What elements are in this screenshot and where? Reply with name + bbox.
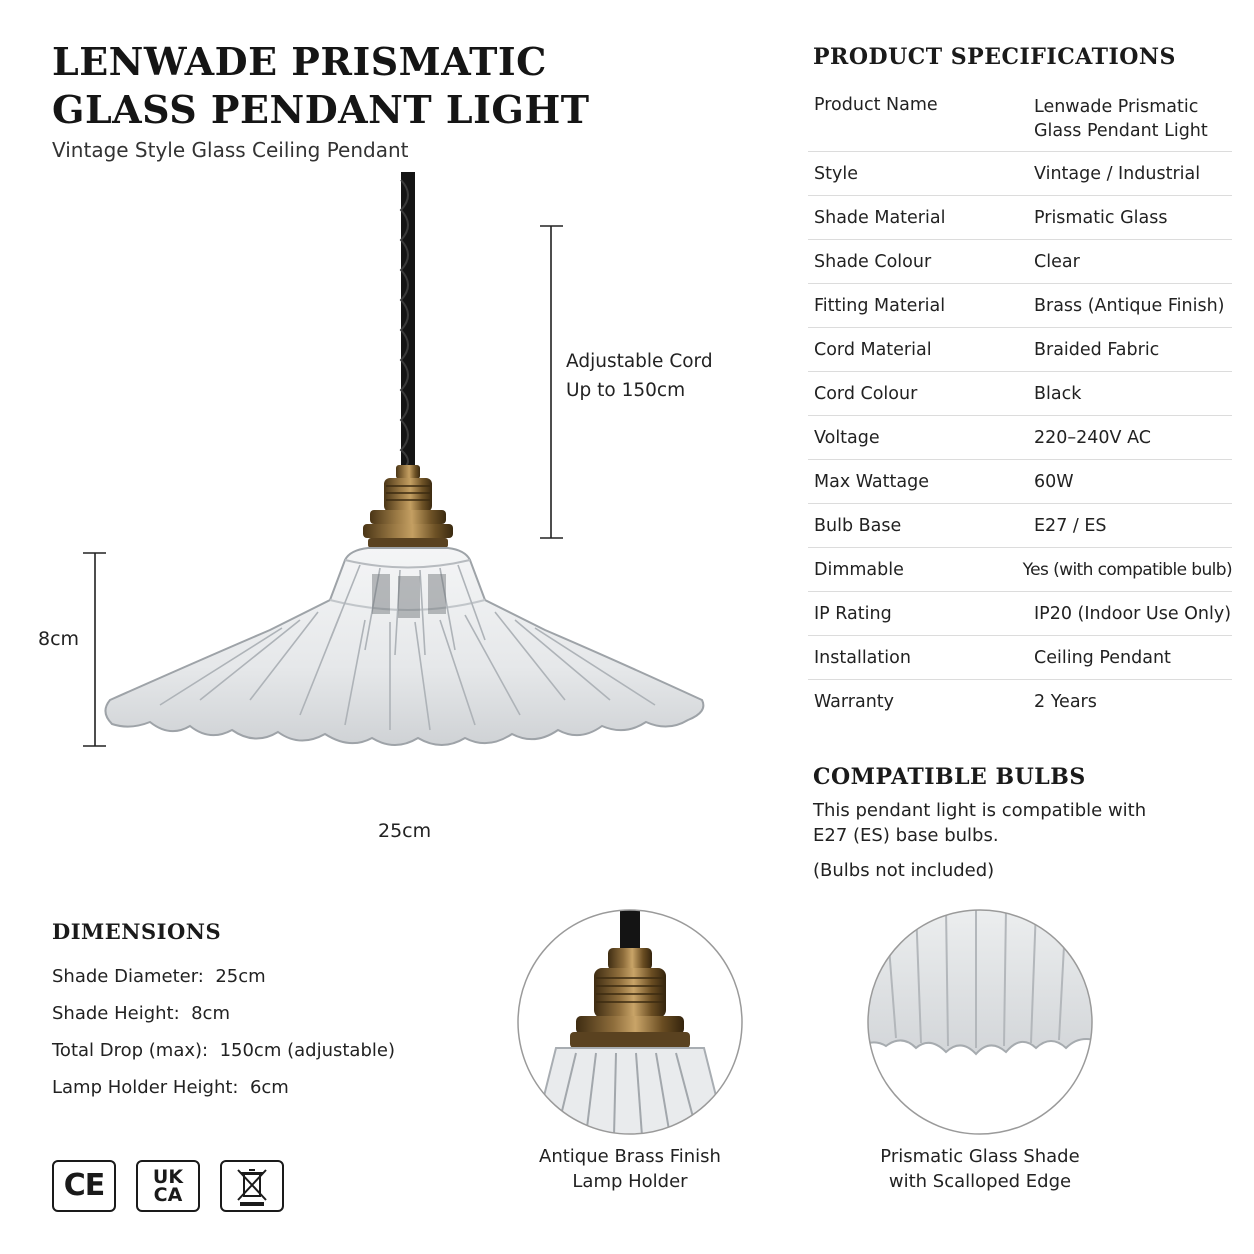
cord-length-marker	[540, 226, 563, 538]
lamp-holder-detail-image	[516, 908, 744, 1136]
spec-value: Prismatic Glass	[1034, 207, 1168, 228]
ce-mark-text: CE	[63, 1168, 105, 1203]
prismatic-glass-shade	[105, 548, 703, 745]
spec-value: E27 / ES	[1034, 515, 1107, 536]
spec-value: Ceiling Pendant	[1034, 647, 1171, 668]
compatible-bulbs-line2: E27 (ES) base bulbs.	[813, 825, 999, 846]
product-title-line2: GLASS PENDANT LIGHT	[52, 87, 590, 132]
cord-length-label	[566, 347, 713, 405]
spec-label: Max Wattage	[814, 471, 929, 492]
glass-shade-detail-image	[866, 908, 1094, 1136]
spec-row-shade-colour	[808, 240, 1232, 284]
cord-label-line2: Up to 150cm	[566, 380, 686, 401]
spec-value: Brass (Antique Finish)	[1034, 295, 1225, 316]
spec-row-installation	[808, 636, 1232, 680]
spec-value: IP20 (Indoor Use Only)	[1034, 603, 1232, 624]
spec-row-style	[808, 152, 1232, 196]
spec-value: Yes (with compatible bulb)	[1022, 559, 1232, 580]
ukca-line2: CA	[153, 1184, 183, 1206]
dimension-label: Shade Height:	[52, 1003, 180, 1024]
spec-row-cord-colour	[808, 372, 1232, 416]
product-title-line1: LENWADE PRISMATIC	[52, 39, 547, 84]
dimension-total-drop	[52, 1040, 395, 1061]
weee-bin-icon	[220, 1160, 284, 1212]
spec-row-warranty	[808, 680, 1232, 724]
shade-diameter-label: 25cm	[378, 820, 432, 842]
spec-value: 2 Years	[1034, 692, 1097, 712]
lamp-holder-caption-line2: Lamp Holder	[572, 1171, 688, 1192]
spec-row-product-name	[808, 84, 1232, 152]
spec-value: Clear	[1034, 251, 1080, 272]
spec-label: Cord Material	[814, 339, 932, 360]
spec-label: Voltage	[814, 427, 880, 448]
dimension-shade-diameter	[52, 966, 266, 987]
dimension-value: 8cm	[191, 1003, 230, 1024]
spec-label: Dimmable	[814, 559, 904, 580]
spec-row-max-wattage	[808, 460, 1232, 504]
lamp-holder-caption	[516, 1144, 744, 1194]
pendant-light-illustration	[0, 160, 780, 780]
braided-cord	[401, 172, 415, 470]
dimension-lamp-holder-height	[52, 1077, 289, 1098]
spec-value: 60W	[1034, 471, 1074, 492]
spec-label: Bulb Base	[814, 515, 902, 536]
product-subtitle: Vintage Style Glass Ceiling Pendant	[52, 138, 409, 162]
spec-label: Warranty	[814, 692, 895, 712]
spec-value	[1034, 95, 1232, 143]
product-title	[52, 38, 612, 134]
dimension-label: Shade Diameter:	[52, 966, 204, 987]
brass-lamp-holder	[363, 465, 453, 548]
dimension-value: 25cm	[215, 966, 266, 987]
shade-height-marker	[83, 553, 106, 746]
spec-row-ip-rating	[808, 592, 1232, 636]
compatible-bulbs-text	[813, 798, 1213, 848]
spec-label: Fitting Material	[814, 295, 946, 316]
glass-shade-caption-line2: with Scalloped Edge	[888, 1171, 1072, 1192]
glass-shade-caption-line1: Prismatic Glass Shade	[880, 1146, 1080, 1167]
ukca-mark-text	[138, 1162, 198, 1204]
ukca-line1: UK	[152, 1166, 184, 1188]
spec-label: Shade Material	[814, 207, 946, 228]
specifications-heading: PRODUCT SPECIFICATIONS	[813, 44, 1176, 70]
spec-value-line2: Glass Pendant Light	[1034, 121, 1208, 141]
spec-label: Shade Colour	[814, 251, 932, 272]
spec-row-dimmable	[808, 548, 1232, 592]
bulbs-not-included-note: (Bulbs not included)	[813, 860, 995, 881]
spec-value: Braided Fabric	[1034, 339, 1160, 360]
ukca-mark-icon	[136, 1160, 200, 1212]
dimension-value: 150cm (adjustable)	[219, 1040, 395, 1061]
dimension-label: Lamp Holder Height:	[52, 1077, 239, 1098]
lamp-holder-caption-line1: Antique Brass Finish	[539, 1146, 721, 1167]
specifications-table	[808, 84, 1232, 724]
cord-label-line1: Adjustable Cord	[566, 351, 713, 372]
spec-row-shade-material	[808, 196, 1232, 240]
spec-row-fitting-material	[808, 284, 1232, 328]
spec-value: 220–240V AC	[1034, 427, 1151, 448]
compatible-bulbs-heading: COMPATIBLE BULBS	[813, 764, 1086, 790]
weee-bin-graphic	[222, 1162, 282, 1210]
glass-shade-caption	[866, 1144, 1094, 1194]
dimensions-heading: DIMENSIONS	[52, 919, 222, 944]
dimension-shade-height	[52, 1003, 230, 1024]
spec-row-voltage	[808, 416, 1232, 460]
spec-label: Product Name	[814, 95, 938, 115]
dimension-value: 6cm	[249, 1077, 289, 1098]
ce-mark-icon	[52, 1160, 116, 1212]
spec-value: Black	[1034, 383, 1082, 404]
spec-value-line1: Lenwade Prismatic	[1034, 97, 1199, 117]
spec-row-bulb-base	[808, 504, 1232, 548]
dimension-label: Total Drop (max):	[52, 1040, 209, 1061]
spec-label: Style	[814, 163, 858, 184]
spec-label: IP Rating	[814, 603, 892, 624]
shade-height-label: 8cm	[38, 628, 80, 650]
spec-label: Installation	[814, 647, 911, 668]
spec-value: Vintage / Industrial	[1034, 163, 1201, 184]
spec-row-cord-material	[808, 328, 1232, 372]
spec-label: Cord Colour	[814, 383, 918, 404]
compatible-bulbs-line1: This pendant light is compatible with	[813, 800, 1147, 821]
